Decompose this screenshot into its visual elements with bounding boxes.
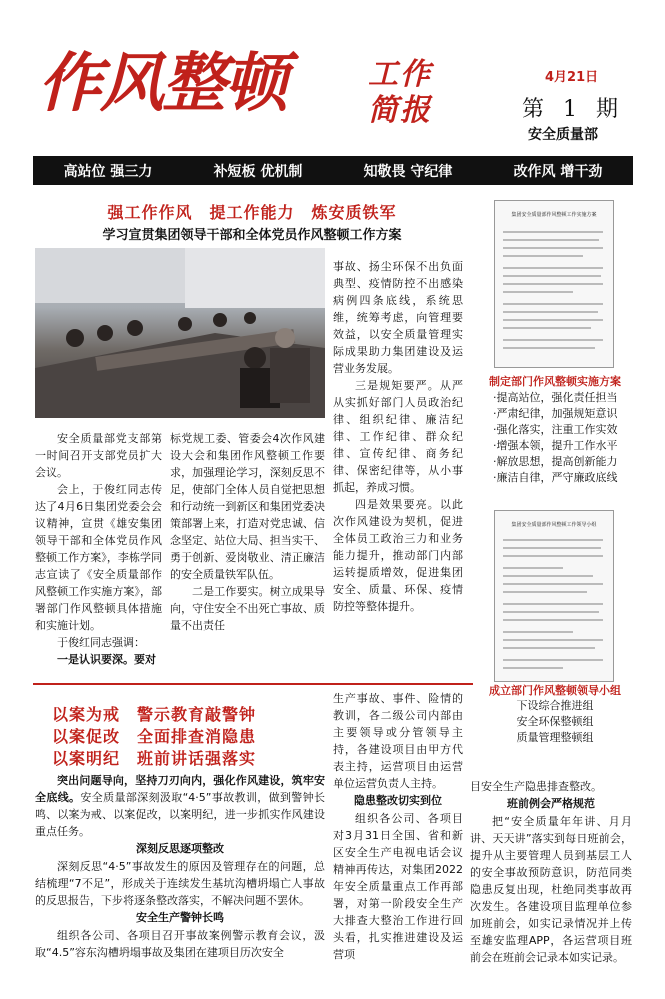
slogan-3: 以案明纪 班前讲话强落实	[52, 749, 257, 768]
issue-number: 第 1 期	[522, 97, 624, 122]
plan-item: ·廉洁自律，严守廉政底线	[493, 471, 618, 484]
plan-item: ·严肃纪律，加强规矩意识	[493, 407, 618, 420]
department-name: 安全质量部	[528, 127, 598, 143]
banner-item: 补短板 优机制	[213, 163, 303, 180]
paragraph: 会上，于俊红同志传达了4月6日集团党委会会议精神，宣贯《雄安集团领导干部和全体党员作风整顿工作方案》，李栋学同志宣读了《安全质量部作风整顿工作实施方案》，部署部门作风整顿具体措施和实施计划。	[35, 483, 162, 632]
paragraph: 四是效果要亮。以此次作风建设为契机，促进全体员工政治三力和业务能力提升，推动部门内部运转提质增效，促进集团安全、质量、环保、疫情防控等整体提升。	[333, 498, 463, 613]
plan-item: ·强化落实，注重工作实效	[493, 423, 618, 436]
lead-paragraph	[35, 772, 325, 840]
plan-items	[493, 390, 628, 486]
plan-heading: 制定部门作风整顿实施方案	[489, 375, 621, 388]
subheading: 安全生产警钟长鸣	[136, 911, 224, 924]
paragraph: 一是认识要深。要对	[57, 653, 156, 666]
paragraph: 组织各公司、各项目召开事故案例警示教育会议，汲取“4.5”容东沟槽坍塌事故及集团在建项目历次安全	[35, 929, 325, 959]
issue-date: 4月21日	[545, 70, 599, 85]
group-item: 下设综合推进组	[516, 699, 594, 712]
paragraph: 组织各公司、各项目对3月31日全国、省和新区安全生产电视电话会议精神再传达，对集团2022年安全质量重点工作再部署，对第一阶段安全生产大排查大整治工作进行回头看，扎实推进建设及运营项	[333, 812, 463, 961]
meeting-photo-illustration	[35, 248, 325, 418]
banner-item: 改作风 增干劲	[513, 163, 603, 180]
slogan-banner	[33, 156, 633, 185]
plan-document-title: 集团安全质量部作风整顿工作实施方案	[511, 212, 597, 218]
group-document-thumbnail	[494, 510, 614, 682]
paragraph: 于俊红同志强调：	[57, 636, 145, 649]
paragraph: 深刻反思“4·5”事故发生的原因及管理存在的问题，总结梳理“7不足”，形成关于连续发生基坑沟槽坍塌亡人事故的反思报告，下步将逐条整改落实，不解决问题不罢休。	[35, 860, 325, 907]
paragraph: 生产事故、事件、险情的教训，各二级公司内部由主要领导或分管领导主持，各建设项目由甲方代表主持，运营项目由运营单位运营负责人主持。	[333, 692, 463, 790]
plan-item: ·解放思想，提高创新能力	[493, 455, 618, 468]
article1-subheadline: 学习宣贯集团领导干部和全体党员作风整顿工作方案	[102, 228, 402, 243]
article2-column3	[470, 778, 632, 966]
article2-column1	[35, 772, 325, 961]
banner-item: 高站位 强三力	[63, 163, 153, 180]
lead-text: 安全质量部深刻汲取“4·5”事故教训，做到警钟长鸣、以案为戒、以案促改，以案明纪，进一步抓实作风建设重点任务。	[35, 791, 326, 838]
paragraph: 三是规矩要严。从严从实抓好部门人员政治纪律、组织纪律、廉洁纪律、工作纪律、群众纪律、宣传纪律、商务纪律、保密纪律等，从小事抓起，养成习惯。	[333, 379, 463, 494]
subheading: 隐患整改切实到位	[354, 794, 442, 807]
paragraph: 把“安全质量年年讲、月月讲、天天讲”落实到每日班前会，提升从主要管理人员到基层工人的安全事故预防意识，防范同类隐患反复出现，杜绝同类事故再次发生。各建设项目监理单位参加班前会，如实记录情况并上传至雄安监理APP，各运营项目班前会在班前会记录本如实记录。	[470, 815, 632, 964]
article1-headline: 强工作作风 提工作能力 炼安质铁军	[107, 203, 397, 222]
banner-item: 知敬畏 守纪律	[363, 163, 453, 180]
paragraph: 目安全生产隐患排查整改。	[470, 780, 602, 793]
paragraph: 二是工作要实。树立成果导向，守住安全不出死亡事故、质量不出责任	[170, 585, 325, 632]
masthead-subtitle-line2: 简报	[368, 93, 432, 128]
article1-column3	[333, 258, 463, 615]
group-items	[485, 698, 625, 746]
article2-column2	[333, 690, 463, 963]
slogan-2: 以案促改 全面排查消隐患	[52, 727, 257, 746]
plan-item: ·增强本领，提升工作水平	[493, 439, 618, 452]
article1-column1	[35, 430, 162, 668]
plan-document-thumbnail	[494, 200, 614, 368]
group-heading: 成立部门作风整顿领导小组	[489, 684, 621, 697]
subheading: 深刻反思逐项整改	[136, 842, 224, 855]
subheading: 班前例会严格规范	[507, 797, 595, 810]
masthead-title: 作风整顿	[38, 46, 286, 121]
article1-column2	[170, 430, 325, 634]
lead-emphasis: 突出问题导向，坚持刀刃向内，强化作风建设，筑牢安全底线。	[35, 774, 325, 804]
group-document-title: 集团安全质量部作风整顿工作领导小组	[511, 522, 597, 528]
masthead-subtitle-line1: 工作	[368, 57, 432, 92]
paragraph: 标党规工委、管委会4次作风建设大会和集团作风整顿工作要求，加强理论学习，深刻反思不足，使部门全体人员自觉把思想和行动统一到新区和集团党委决策部署上来，打造对党忠诚、信念坚定、站位大局、担当实干、勇于创新、爱岗敬业、清正廉洁的安全质量铁军队伍。	[170, 432, 325, 581]
meeting-photo	[35, 248, 325, 418]
paragraph: 事故、扬尘环保不出负面典型、疫情防控不出感染病例四条底线，系统思维，统筹考虑，向管理要效益，以安全质量管理实际成果助力集团建设及运营业务发展。	[333, 260, 463, 375]
masthead-subtitle	[368, 57, 468, 129]
group-item: 质量管理整顿组	[516, 731, 594, 744]
paragraph: 安全质量部党支部第一时间召开支部党员扩大会议。	[35, 432, 162, 479]
group-item: 安全环保整顿组	[516, 715, 594, 728]
plan-item: ·提高站位，强化责任担当	[493, 391, 618, 404]
slogan-1: 以案为戒 警示教育敲警钟	[52, 705, 257, 724]
section-divider	[33, 683, 473, 685]
